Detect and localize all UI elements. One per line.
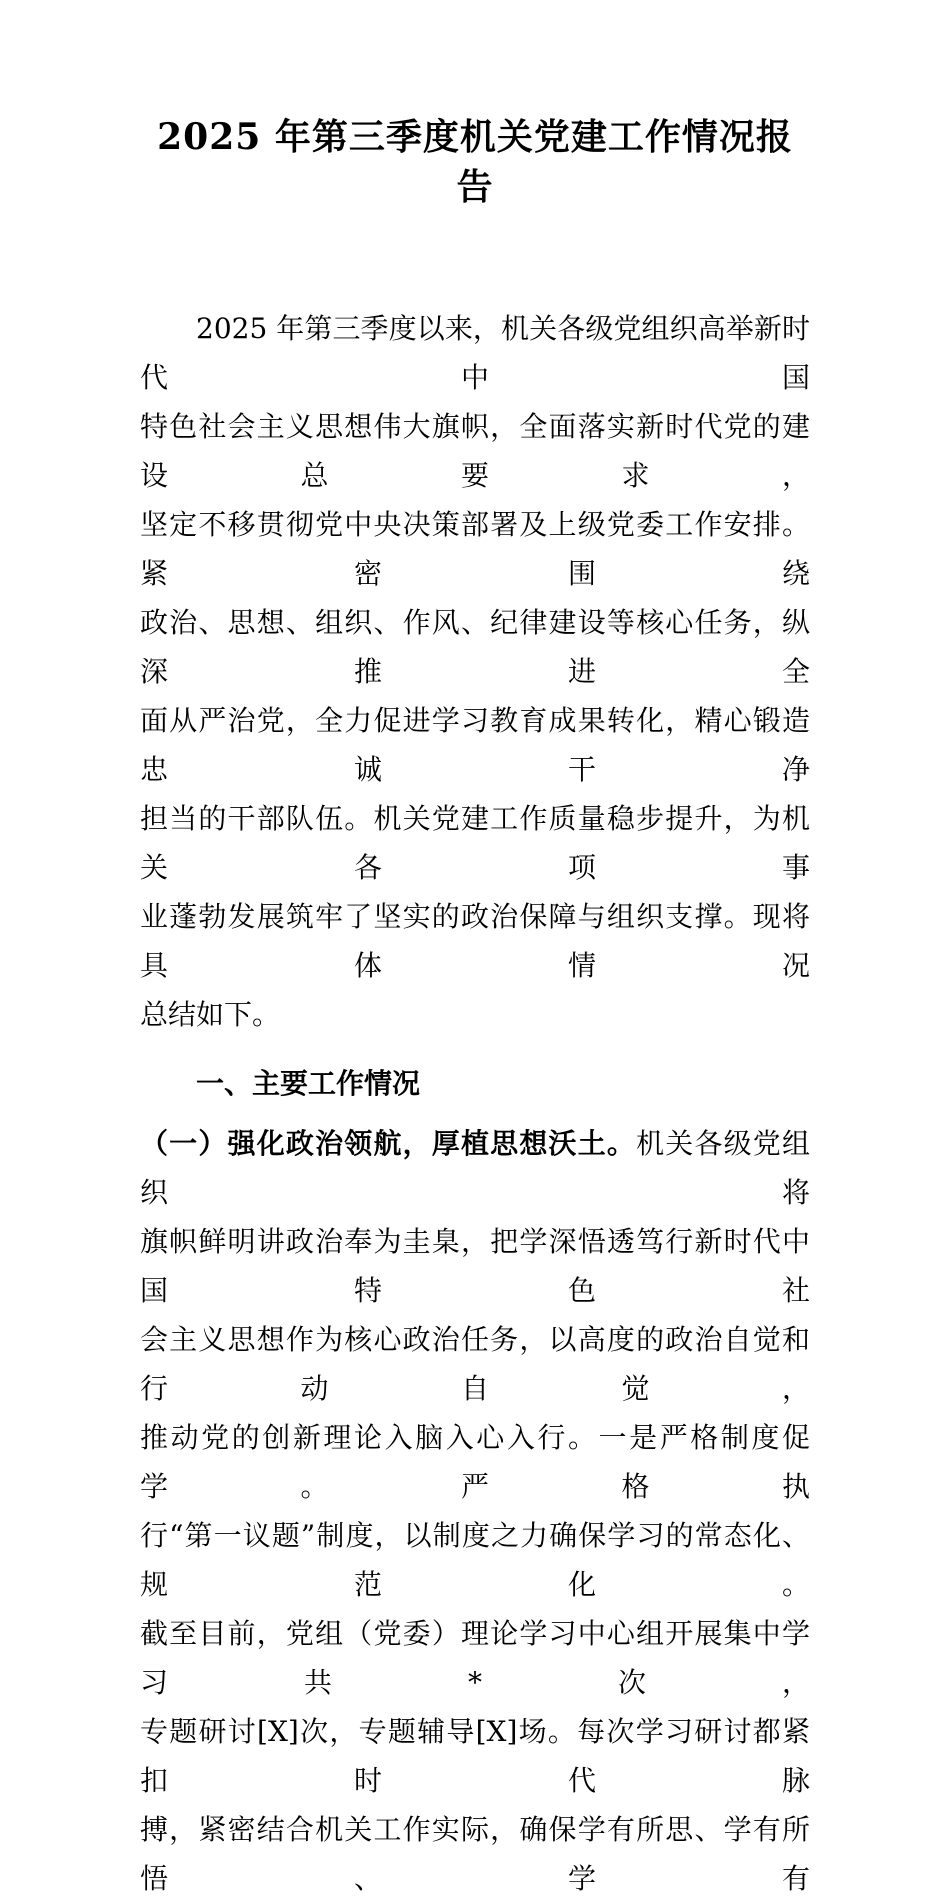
text-line xyxy=(140,1119,810,1217)
text-line: 总结如下。 xyxy=(140,998,281,1031)
subsection-paragraph xyxy=(140,1119,810,1903)
text-line: 政治、思想、组织、作风、纪律建设等核心任务，纵深推进全 xyxy=(140,606,810,688)
subsection-lead-rest: 机关各级党组织将 xyxy=(140,1127,810,1209)
text-line: 搏，紧密结合机关工作实际，确保学有所思、学有所悟、学有 xyxy=(140,1813,810,1895)
document-title: 2025 年第三季度机关党建工作情况报告 xyxy=(157,116,793,208)
intro-paragraph xyxy=(140,304,810,1039)
section-heading: 一、主要工作情况 xyxy=(196,1067,421,1100)
text-line: 特色社会主义思想伟大旗帜，全面落实新时代党的建设总要求， xyxy=(140,410,810,492)
text-line: 推动党的创新理论入脑入心入行。一是严格制度促学。严格执 xyxy=(140,1421,810,1503)
text-line: 专题研讨[X]次，专题辅导[X]场。每次学习研讨都紧扣时代脉 xyxy=(140,1715,810,1797)
text-line: 行“第一议题”制度，以制度之力确保学习的常态化、规范化。 xyxy=(140,1519,810,1601)
text-line: 截至目前，党组（党委）理论学习中心组开展集中学习共*次， xyxy=(140,1617,810,1699)
text-line: 旗帜鲜明讲政治奉为圭臬，把学深悟透笃行新时代中国特色社 xyxy=(140,1225,810,1307)
text-line: 会主义思想作为核心政治任务，以高度的政治自觉和行动自觉， xyxy=(140,1323,810,1405)
text-line: 2025 年第三季度以来，机关各级党组织高举新时代中国 xyxy=(140,312,810,394)
text-line: 业蓬勃发展筑牢了坚实的政治保障与组织支撑。现将具体情况 xyxy=(140,900,810,982)
text-line: 坚定不移贯彻党中央决策部署及上级党委工作安排。紧密围绕 xyxy=(140,508,810,590)
text-line: 面从严治党，全力促进学习教育成果转化，精心锻造忠诚干净 xyxy=(140,704,810,786)
text-line: 担当的干部队伍。机关党建工作质量稳步提升，为机关各项事 xyxy=(140,802,810,884)
subsection-lead-bold: （一）强化政治领航，厚植思想沃土。 xyxy=(140,1127,637,1160)
